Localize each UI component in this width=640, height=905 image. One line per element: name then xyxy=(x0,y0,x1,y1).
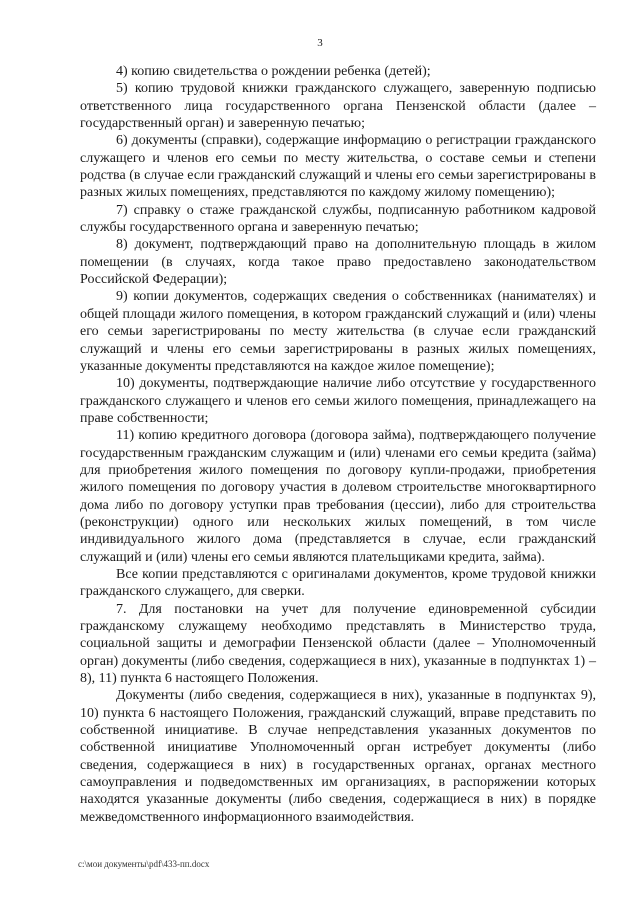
paragraph-item-6: 6) документы (справки), содержащие информацию о регистрации гражданского служащего и членов его семьи по месту жительства, о составе семьи и степени родства (в случае если гражданский служащий и члены его семьи зарегистрированы в разных жилых помещениях, представляются по каждому жилому помещению); xyxy=(80,133,596,201)
paragraph-own-initiative: Документы (либо сведения, содержащиеся в них), указанные в подпунктах 9), 10) пункта 6 настоящего Положения, гражданский служащий, вправе представить по собственной инициативе. В случае непредставления указанных документов по собственной инициативе Уполномоченный орган истребует документы (либо сведения, содержащиеся в них) в государственных органах, органах местного самоуправления и подведомственных им организациях, в распоряжении которых находятся указанные документы (либо сведения, содержащиеся в них) в порядке межведомственного информационного взаимодействия. xyxy=(80,688,596,825)
paragraph-item-9: 9) копии документов, содержащих сведения о собственниках (нанимателях) и общей площади жилого помещения, в котором гражданский служащий и (или) члены его семьи зарегистрированы по месту жительства (в случае если гражданский служащий и члены его семьи зарегистрированы в разных жилых помещениях, указанные документы представляются на каждое жилое помещение); xyxy=(80,289,596,374)
paragraph-copies-note: Все копии представляются с оригиналами документов, кроме трудовой книжки гражданского служащего, для сверки. xyxy=(80,566,596,600)
page-number: 3 xyxy=(317,37,323,49)
paragraph-item-5: 5) копию трудовой книжки гражданского служащего, заверенную подписью ответственного лица государственного органа Пензенской области (далее – государственный орган) и заверенную печатью; xyxy=(80,81,596,132)
paragraph-clause-7: 7. Для постановки на учет для получение единовременной субсидии гражданскому служащему необходимо представлять в Министерство труда, социальной защиты и демографии Пензенской области (далее – Уполномоченный орган) документы (либо сведения, содержащиеся в них), указанные в подпунктах 1) – 8), 11) пункта 6 настоящего Положения. xyxy=(80,601,596,687)
footer-file-path: c:\мои документы\pdf\433-пп.docx xyxy=(78,859,210,869)
document-body xyxy=(80,63,596,826)
paragraph-item-4: 4) копию свидетельства о рождении ребенка (детей); xyxy=(116,64,431,79)
paragraph-item-7: 7) справку о стаже гражданской службы, подписанную работником кадровой службы государственного органа и заверенную печатью; xyxy=(80,202,596,236)
paragraph-item-10: 10) документы, подтверждающие наличие либо отсутствие у государственного гражданского служащего и членов его семьи жилого помещения, принадлежащего на праве собственности; xyxy=(80,376,596,426)
paragraph-item-8: 8) документ, подтверждающий право на дополнительную площадь в жилом помещении (в случаях, когда такое право предоставлено законодательством Российской Федерации); xyxy=(80,237,596,288)
paragraph-item-11: 11) копию кредитного договора (договора займа), подтверждающего получение государственным гражданским служащим и (или) членами его семьи кредита (займа) для приобретения жилого помещения по договору купли-продажи, приобретения жилого помещения по договору участия в долевом строительстве многоквартирного дома либо по договору уступки прав требования (цессии), либо для строительства (реконструкции) одного или нескольких жилых помещений, в том числе индивидуального жилого дома (представляется в случае, если гражданский служащий и (или) члены его семьи являются плательщиками кредита, займа). xyxy=(80,428,596,565)
